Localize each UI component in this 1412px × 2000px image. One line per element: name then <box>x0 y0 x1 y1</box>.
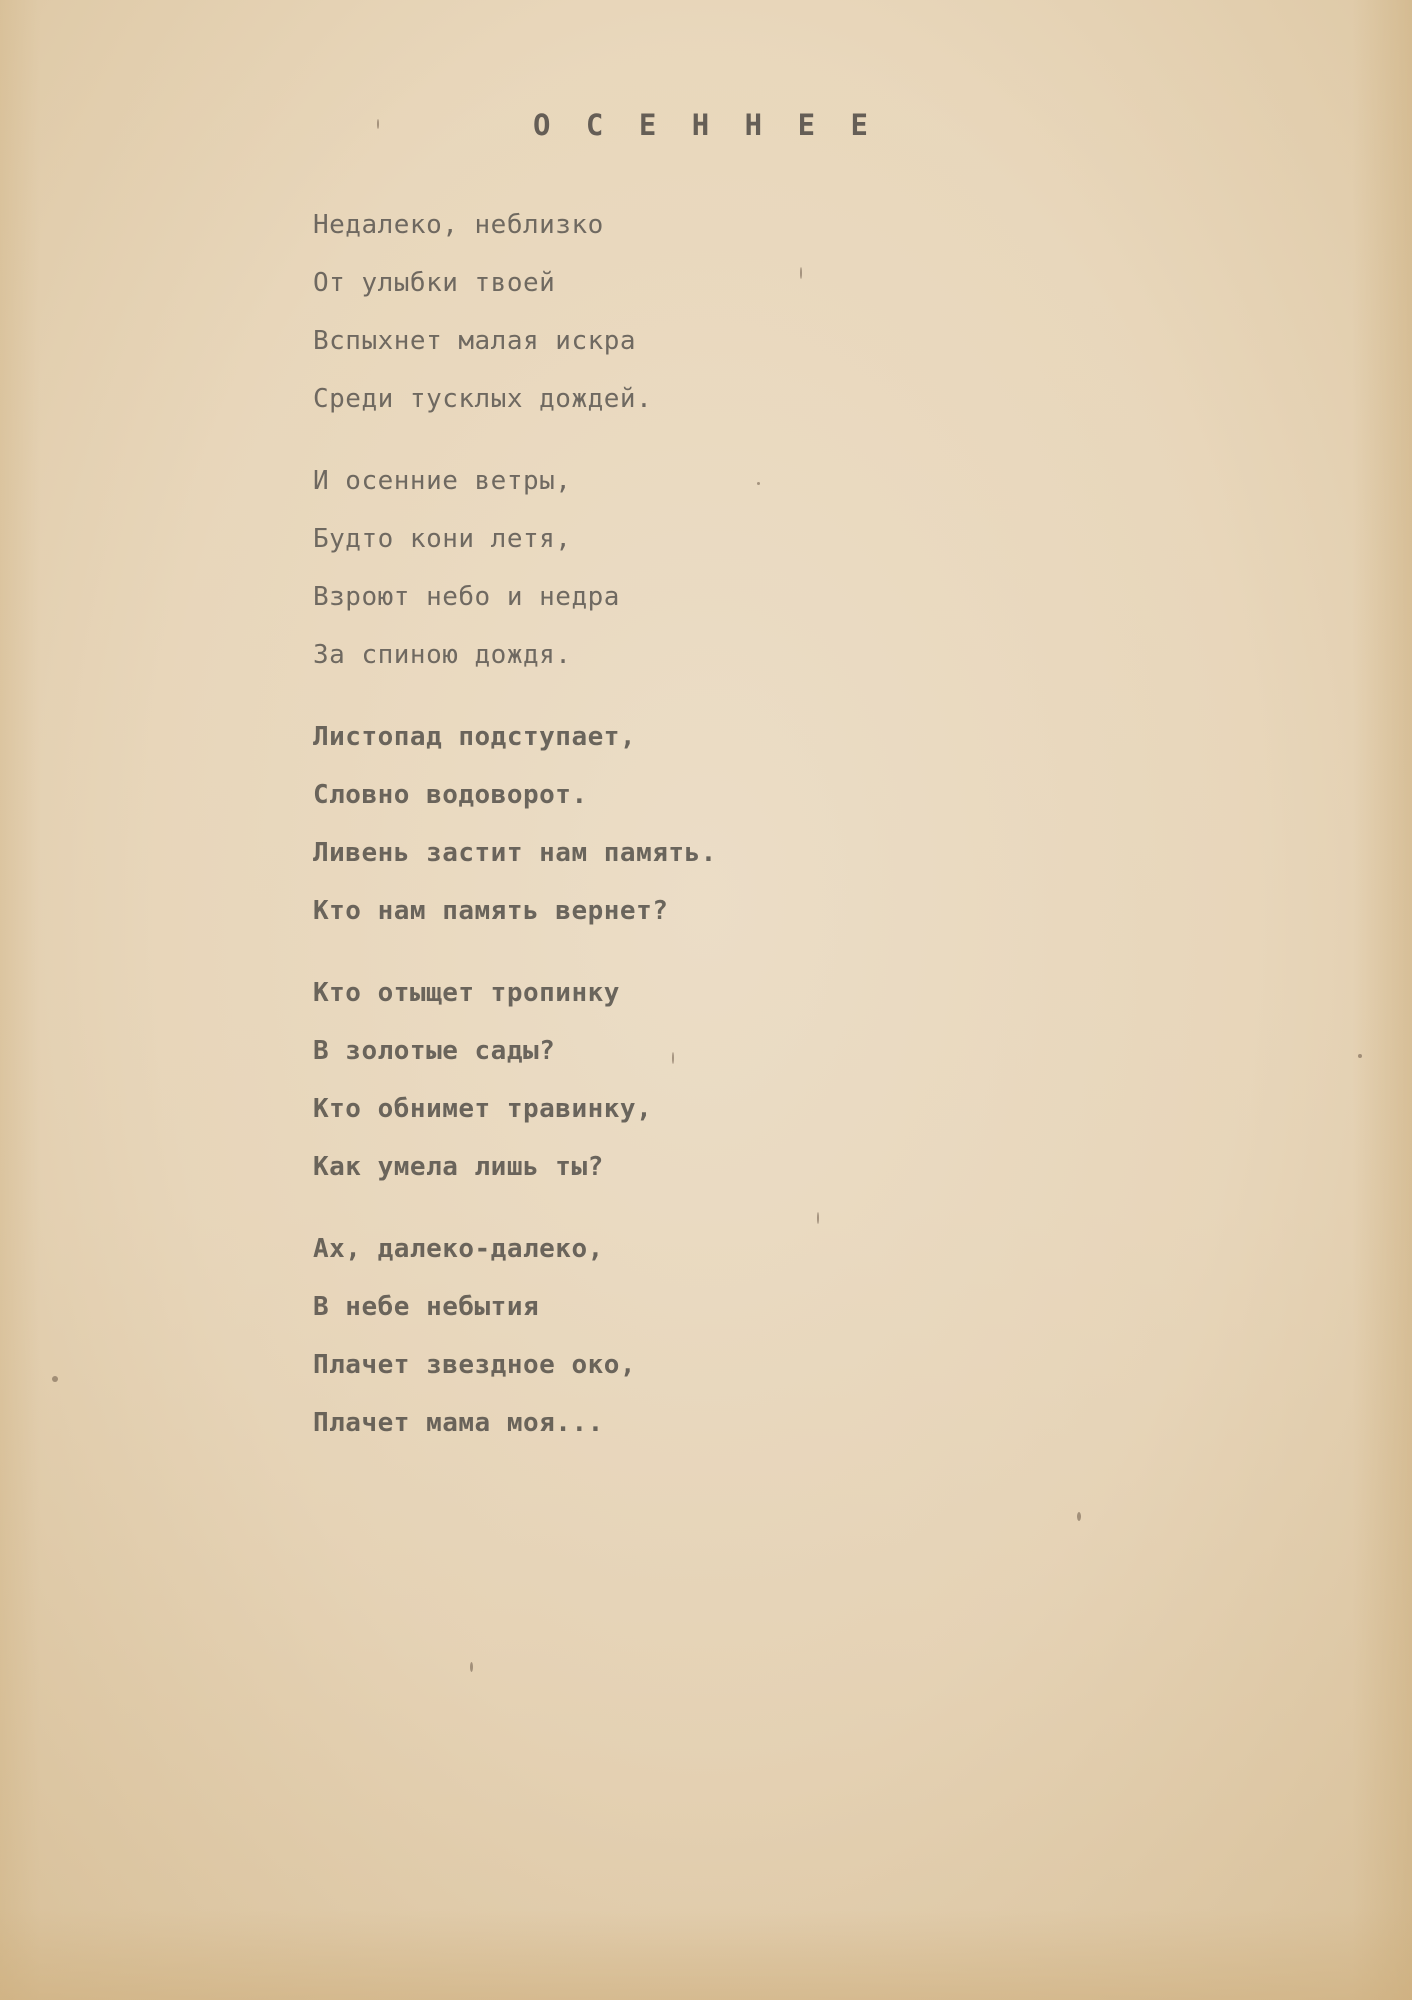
poem-title: О С Е Н Н Е Е <box>533 108 877 142</box>
poem-line: Среди тусклых дождей. <box>313 384 653 414</box>
poem-line: Как умела лишь ты? <box>313 1152 604 1182</box>
poem-line: Листопад подступает, <box>313 722 637 752</box>
poem-line: В небе небытия <box>313 1292 540 1322</box>
poem-line: От улыбки твоей <box>313 268 556 298</box>
poem-line: И осенние ветры, <box>313 466 572 496</box>
paper-edge-shading-right <box>1352 0 1412 2000</box>
poem-line: Плачет звездное око, <box>313 1350 637 1380</box>
poem-line: Словно водоворот. <box>313 780 588 810</box>
poem-line: Кто обнимет травинку, <box>313 1094 653 1124</box>
poem-line: Ах, далеко-далеко, <box>313 1234 604 1264</box>
paper-speck <box>757 482 760 485</box>
paper-speck <box>800 267 802 279</box>
stanza-3 <box>313 708 717 940</box>
paper-edge-shading-bottom <box>0 1910 1412 2000</box>
poem-line: Недалеко, неблизко <box>313 210 604 240</box>
paper-speck <box>1358 1054 1362 1058</box>
poem-line: Кто отыщет тропинку <box>313 978 620 1008</box>
paper-edge-shading-left <box>0 0 40 2000</box>
paper-speck <box>817 1212 819 1224</box>
poem-line: Будто кони летя, <box>313 524 572 554</box>
stanza-5 <box>313 1220 717 1452</box>
paper-speck <box>377 119 379 129</box>
stanza-4 <box>313 964 717 1196</box>
poem-line: Взроют небо и недра <box>313 582 620 612</box>
poem-line: Вспыхнет малая искра <box>313 326 637 356</box>
poem-line: За спиною дождя. <box>313 640 572 670</box>
poem-line: Кто нам память вернет? <box>313 896 669 926</box>
poem-body <box>313 196 717 1476</box>
paper-speck <box>52 1376 58 1382</box>
poem-line: В золотые сады? <box>313 1036 556 1066</box>
paper-speck <box>470 1662 473 1672</box>
poem-line: Плачет мама моя... <box>313 1408 604 1438</box>
stanza-1 <box>313 196 717 428</box>
stanza-2 <box>313 452 717 684</box>
paper-speck <box>1077 1512 1081 1521</box>
poem-line: Ливень застит нам память. <box>313 838 717 868</box>
